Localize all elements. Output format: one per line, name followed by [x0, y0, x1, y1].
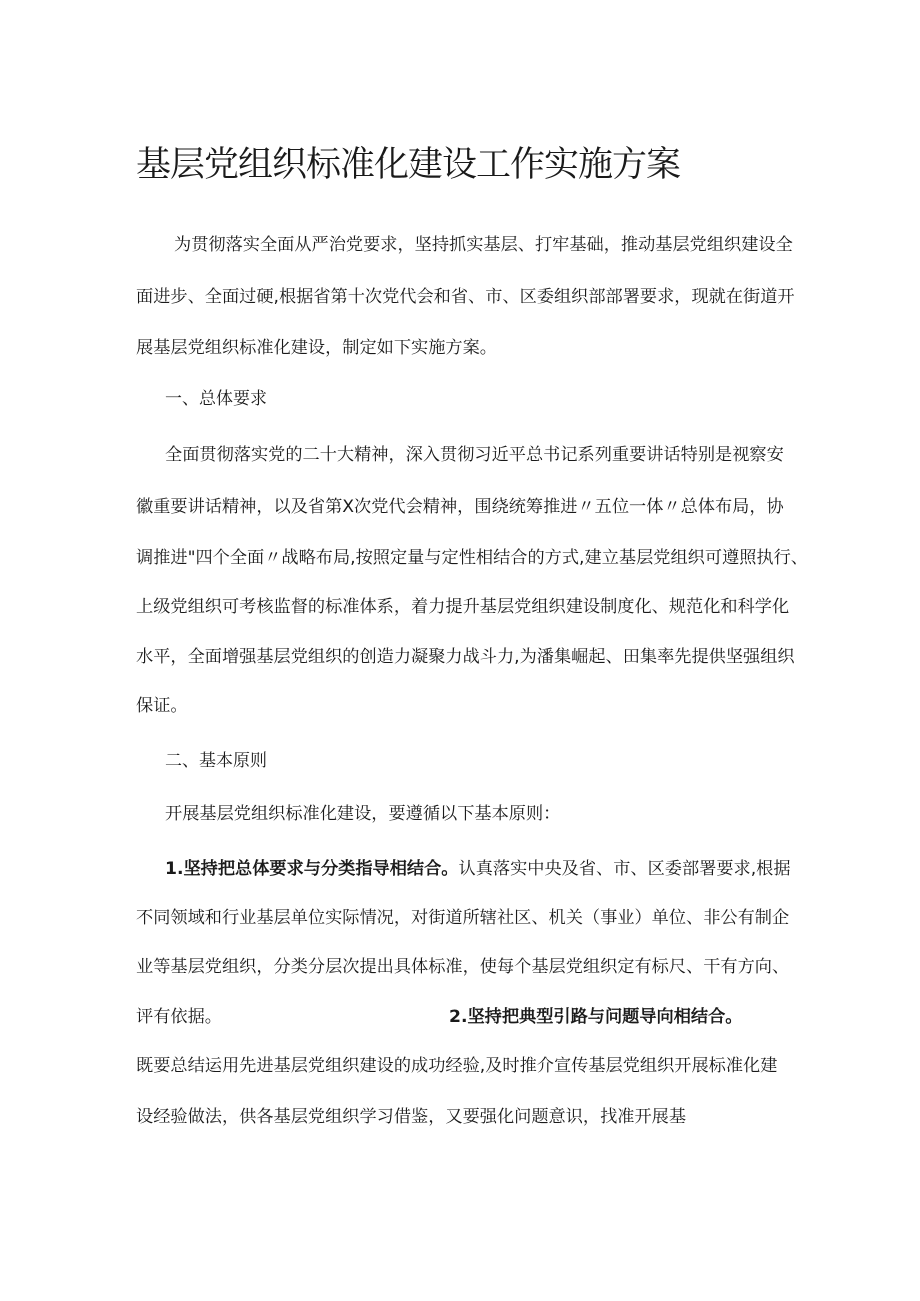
principle-1-text: 认真落实中央及省、市、区委部署要求,根据	[458, 859, 791, 879]
principle-1-line-2: 不同领域和行业基层单位实际情况，对街道所辖社区、机关（事业）单位、非公有制企	[136, 908, 790, 928]
principle-1-line-4: 评有依据。	[136, 1007, 222, 1027]
section1-line-6: 保证。	[136, 696, 188, 716]
section1-line-5: 水平，全面增强基层党组织的创造力凝聚力战斗力,为潘集崛起、田集率先提供坚强组织	[136, 647, 795, 667]
intro-line-2: 面进步、全面过硬,根据省第十次党代会和省、市、区委组织部部署要求，现就在街道开	[136, 287, 795, 307]
principle-2-line-2: 设经验做法，供各基层党组织学习借鉴，又要强化问题意识，找准开展基	[136, 1107, 687, 1127]
section1-line-4: 上级党组织可考核监督的标准体系，着力提升基层党组织建设制度化、规范化和科学化	[136, 597, 790, 617]
intro-line-1: 为贯彻落实全面从严治党要求，坚持抓实基层、打牢基础，推动基层党组织建设全	[174, 235, 793, 255]
section1-line-1: 全面贯彻落实党的二十大精神，深入贯彻习近平总书记系列重要讲话特别是视察安	[165, 445, 784, 465]
section1-line-3: 调推进"四个全面〃战略布局,按照定量与定性相结合的方式,建立基层党组织可遵照执行、	[136, 548, 808, 568]
section1-line-2: 徽重要讲话精神，以及省第X次党代会精神，围绕统筹推进〃五位一体〃总体布局，协	[136, 497, 784, 517]
page-title: 基层党组织标准化建设工作实施方案	[136, 145, 681, 185]
intro-line-3: 展基层党组织标准化建设，制定如下实施方案。	[136, 338, 497, 358]
principle-2-title: 2.坚持把典型引路与问题导向相结合。	[449, 1007, 743, 1027]
section-heading-basic-principles: 二、基本原则	[165, 751, 267, 771]
principle-2-line-1: 既要总结运用先进基层党组织建设的成功经验,及时推介宣传基层党组织开展标准化建	[136, 1056, 778, 1076]
section-heading-general-requirements: 一、总体要求	[165, 389, 267, 409]
principle-1-title: 1.坚持把总体要求与分类指导相结合。	[165, 859, 459, 879]
section2-intro: 开展基层党组织标准化建设，要遵循以下基本原则：	[165, 804, 561, 824]
principle-1-line-3: 业等基层党组织，分类分层次提出具体标准，使每个基层党组织定有标尺、干有方向、	[136, 957, 790, 977]
principle-1-line-1	[165, 857, 791, 881]
